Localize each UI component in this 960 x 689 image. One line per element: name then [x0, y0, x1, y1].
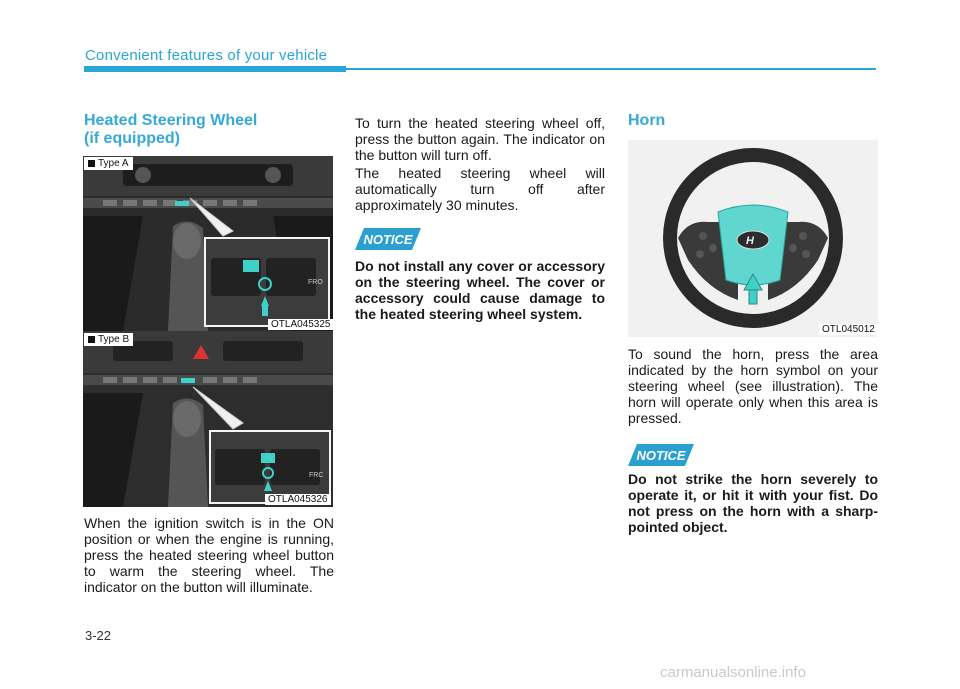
photo-horn [628, 140, 878, 337]
horn-notice-text: Do not strike the horn severely to operate it, or hit it with your fist. Do not press on the horn with a sharp-pointed object. [628, 471, 878, 535]
square-bullet-icon [88, 336, 95, 343]
type-a-label: Type A [98, 158, 129, 169]
horn-notice-badge [628, 444, 694, 466]
horn-section-title: Horn [628, 112, 666, 129]
horn-paragraph: To sound the horn, press the area indicated by the horn symbol on your steering wheel (see illustration). The horn will operate only when this area is pressed. [628, 346, 878, 426]
heated-title-line2: (if equipped) [84, 130, 180, 147]
frc-label-b: FRC [309, 472, 324, 479]
type-b-label: Type B [98, 334, 130, 345]
type-a-tag [84, 157, 133, 170]
heated-title-line1: Heated Steering Wheel [84, 112, 258, 129]
frc-label-a: FRO [308, 279, 323, 286]
heated-notice-text: Do not install any cover or accessory on the steering wheel. The cover or accessory could cause damage to the heated steering wheel system. [355, 258, 605, 322]
page-number: 3-22 [85, 628, 112, 643]
photo-code-b: OTLA045326 [265, 494, 331, 505]
header-title: Convenient features of your vehicle [85, 47, 328, 64]
auto-off-paragraph: The heated steering wheel will automatically turn off after approximately 30 minutes. [355, 165, 605, 213]
photo-code-a: OTLA045325 [268, 319, 334, 330]
header-rule [346, 68, 876, 70]
heated-notice-label: NOTICE [363, 231, 413, 247]
turn-off-paragraph: To turn the heated steering wheel off, press the button again. The indicator on the button will turn off. [355, 115, 605, 163]
type-b-tag [84, 333, 133, 346]
watermark: carmanualsonline.info [660, 664, 806, 681]
heated-section-title [84, 112, 324, 148]
photo-type-b [83, 331, 333, 507]
heated-notice-badge [355, 228, 421, 250]
photo-code-horn: OTL045012 [819, 324, 878, 335]
square-bullet-icon [88, 160, 95, 167]
horn-notice-label: NOTICE [636, 447, 686, 463]
svg-text:H: H [746, 235, 754, 247]
heated-paragraph: When the ignition switch is in the ON position or when the engine is running, press the heated steering wheel button to warm the steering wheel. The indicator on the button will illuminate. [84, 515, 334, 595]
header-bar [84, 66, 346, 72]
photo-type-a [83, 156, 333, 331]
